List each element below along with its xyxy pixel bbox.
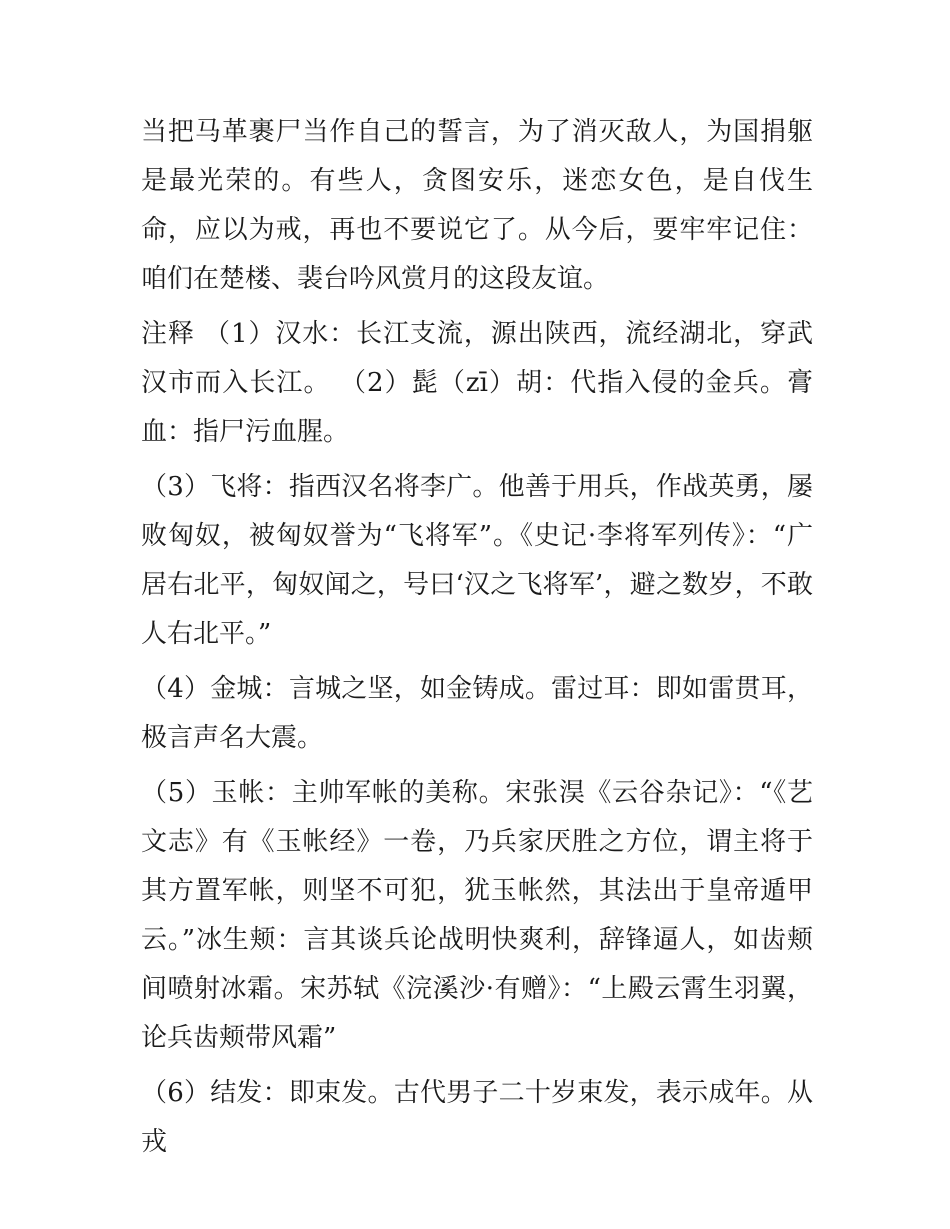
paragraph-note-4: （4）金城：言城之坚，如金铸成。雷过耳：即如雷贯耳，极言声名大震。 (141, 674, 813, 753)
document-body (141, 108, 813, 1173)
paragraph-note-6: （6）结发：即束发。古代男子二十岁束发，表示成年。从戎 (141, 1078, 813, 1157)
paragraph-note-3: （3）飞将：指西汉名将李广。他善于用兵，作战英勇，屡败匈奴，被匈奴誉为“飞将军”。《史记·李将军列传》：“广居右北平，匈奴闻之，号曰‘汉之飞将军’，避之数岁，不敢人右北平。” (141, 472, 813, 649)
paragraph-note-5: （5）玉帐：主帅军帐的美称。宋张淏《云谷杂记》：“《艺文志》有《玉帐经》一卷，乃兵家厌胜之方位，谓主将于其方置军帐，则坚不可犯，犹玉帐然，其法出于皇帝遁甲云。”冰生颊：言其谈兵论战明快爽利，辞锋逼人，如齿颊间喷射冰霜。宋苏轼《浣溪沙·有赠》：“上殿云霄生羽翼，论兵齿颊带风霜” (141, 778, 813, 1053)
paragraph-note-1-2: 注释 （1）汉水：长江支流，源出陕西，流经湖北，穿武汉市而入长江。 （2）髭（zī）胡：代指入侵的金兵。膏血：指尸污血腥。 (141, 319, 813, 447)
paragraph-main-text: 当把马革裹尸当作自己的誓言，为了消灭敌人，为国捐躯是最光荣的。有些人，贪图安乐，迷恋女色，是自伐生命，应以为戒，再也不要说它了。从今后，要牢牢记住：咱们在楚楼、裴台吟风赏月的这段友谊。 (141, 117, 813, 294)
